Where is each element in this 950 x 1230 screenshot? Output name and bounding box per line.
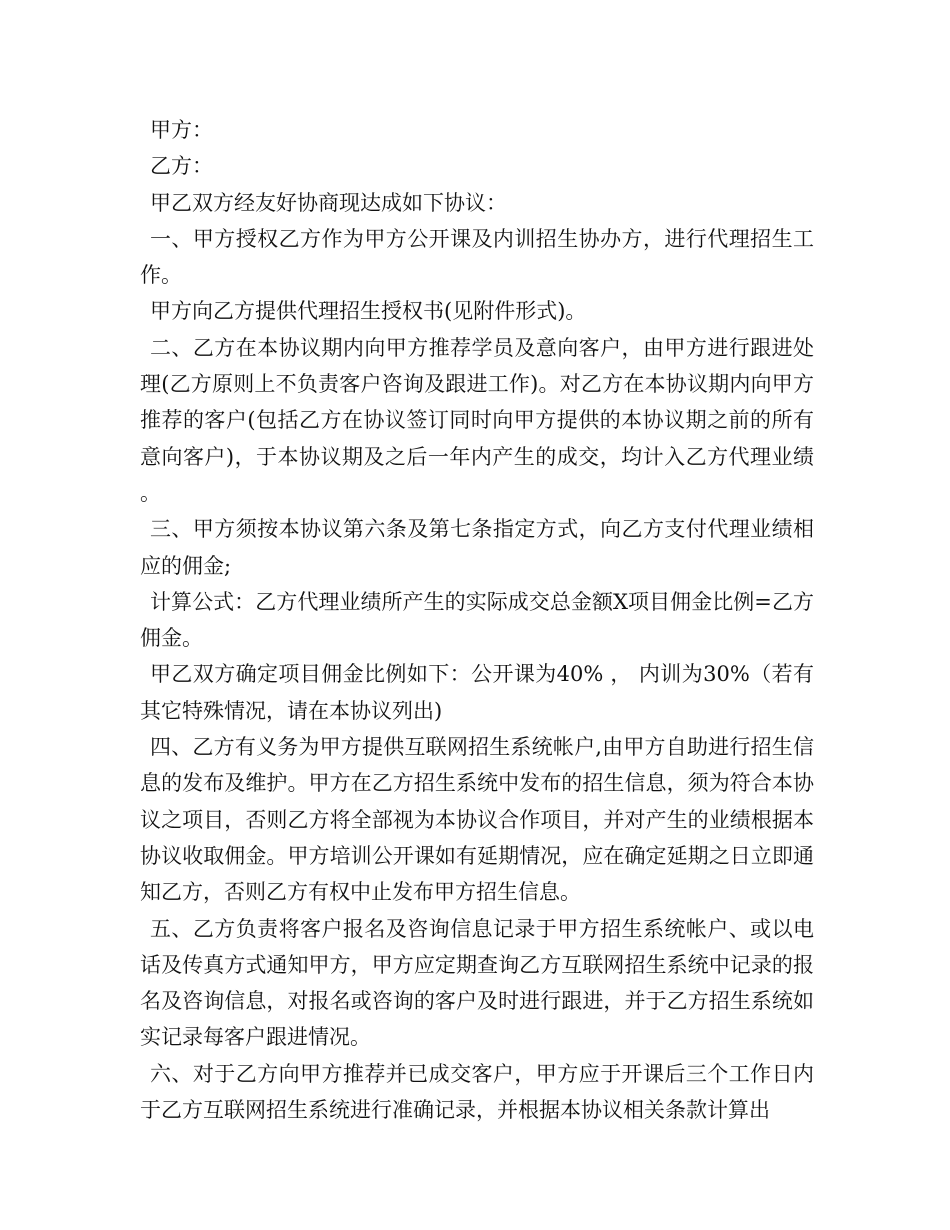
commission-rates: 甲乙双方确定项目佣金比例如下：公开课为40% ， 内训为30%（若有其它特殊情况，请在本协议列出) [140,662,814,723]
party-b-line: 乙方： [150,154,213,179]
clause-1: 一、甲方授权乙方作为甲方公开课及内训招生协办方，进行代理招生工作。 [140,226,814,288]
commission-formula: 计算公式：乙方代理业绩所产生的实际成交总金额X项目佣金比例=乙方佣金。 [140,589,814,651]
clause-5: 五、乙方负责将客户报名及咨询信息记录于甲方招生系统帐户、或以电话及传真方式通知甲方，甲方应定期查询乙方互联网招生系统中记录的报名及咨询信息，对报名或咨询的客户及时进行跟进，并于乙方招生系统如实记录每客户跟进情况。 [140,916,814,1050]
clause-1-detail: 甲方向乙方提供代理招生授权书(见附件形式)。 [150,299,587,324]
clause-2: 二、乙方在本协议期内向甲方推荐学员及意向客户，由甲方进行跟进处理(乙方原则上不负责客户咨询及跟进工作)。对乙方在本协议期内向甲方推荐的客户(包括乙方在协议签订同时向甲方提供的本协议期之前的所有意向客户)，于本协议期及之后一年内产生的成交，均计入乙方代理业绩。 [140,335,814,505]
agreement-intro: 甲乙双方经友好协商现达成如下协议： [150,190,507,215]
clause-3: 三、甲方须按本协议第六条及第七条指定方式，向乙方支付代理业绩相应的佣金; [140,517,814,578]
party-a-line: 甲方： [150,118,213,142]
clause-4: 四、乙方有义务为甲方提供互联网招生系统帐户,由甲方自助进行招生信息的发布及维护。甲方在乙方招生系统中发布的招生信息，须为符合本协议之项目，否则乙方将全部视为本协议合作项目，并对产生的业绩根据本协议收取佣金。甲方培训公开课如有延期情况，应在确定延期之日立即通知乙方，否则乙方有权中止发布甲方招生信息。 [140,735,814,905]
clause-6: 六、对于乙方向甲方推荐并已成交客户，甲方应于开课后三个工作日内于乙方互联网招生系统进行准确记录，并根据本协议相关条款计算出 [140,1061,814,1123]
document-body [140,112,814,1128]
